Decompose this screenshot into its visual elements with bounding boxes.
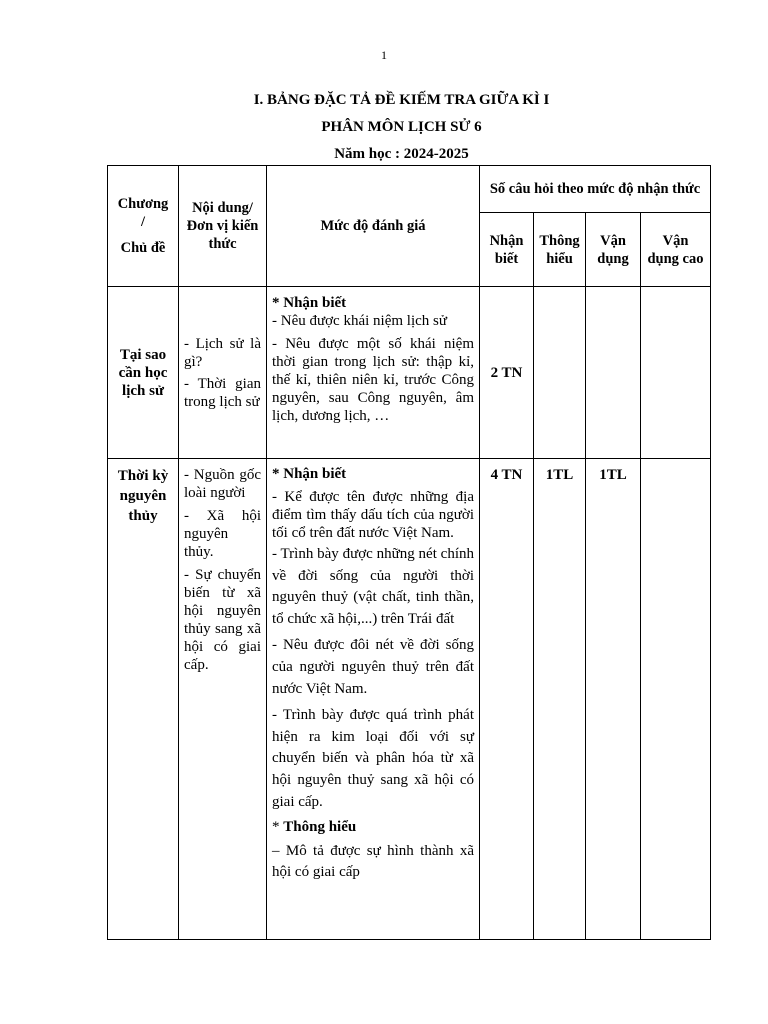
header-chapter-line2: / [140, 214, 146, 230]
count-comprehension: 1TL [534, 459, 586, 940]
row-details [267, 459, 480, 940]
row-topic: Thời kỳ nguyên thủy [108, 459, 179, 940]
unit-item: - Xã hội nguyên thủy. [184, 508, 261, 560]
detail-item: - Nêu được đôi nét về đời sống của người nguyên thuỷ trên đất nước Việt Nam. [272, 637, 474, 697]
header-level-advanced-application: Vận dụng cao [641, 213, 711, 287]
detail-item: - Kể được tên được những địa điểm tìm thấy dấu tích của người tối cổ trên đất nước Việt Nam. [272, 489, 474, 541]
header-row [108, 166, 711, 213]
unit-item: - Lịch sử là gì? [184, 335, 261, 370]
detail-item: - Trình bày được quá trình phát hiện ra kim loại đối với sự chuyển biến và phân hóa từ xã hội nguyên thuỷ sang xã hội có giai cấp. [272, 707, 474, 810]
count-advanced-application [641, 287, 711, 459]
count-comprehension [534, 287, 586, 459]
page-number: 1 [381, 48, 387, 62]
document-subtitle: PHÂN MÔN LỊCH SỬ 6 [321, 119, 482, 135]
row-units [179, 459, 267, 940]
header-chapter [108, 166, 179, 287]
header-question-count: Số câu hỏi theo mức độ nhận thức [480, 166, 711, 213]
level-heading: * Nhận biết [272, 466, 347, 482]
header-level-recognition: Nhận biết [480, 213, 534, 287]
header-assessment-level: Mức độ đánh giá [267, 166, 480, 287]
row-units [179, 287, 267, 459]
level-heading-2-label: Thông hiểu [283, 819, 357, 836]
unit-item: - Sự chuyển biến từ xã hội nguyên thủy sang xã hội có giai cấp. [184, 567, 261, 673]
count-advanced-application [641, 459, 711, 940]
level-heading-2-star: * [272, 819, 284, 836]
row-details [267, 287, 480, 459]
unit-item: - Thời gian trong lịch sử [184, 375, 261, 410]
specification-table [107, 165, 711, 940]
count-application [586, 287, 641, 459]
count-recognition: 4 TN [480, 459, 534, 940]
school-year: Năm học : 2024-2025 [334, 146, 469, 162]
table-row [108, 287, 711, 459]
table-row [108, 459, 711, 940]
unit-item: - Nguồn gốc loài người [184, 467, 261, 501]
header-chapter-line3: Chủ đề [120, 240, 166, 256]
detail-item: - Nêu được khái niệm lịch sử [272, 313, 447, 329]
detail-item: - Nêu được một số khái niệm thời gian trong lịch sử: thập kỉ, thế kỉ, thiên niên kỉ, trước Công nguyên, sau Công nguyên, âm lịch, dương lịch, … [272, 336, 474, 424]
row-topic: Tại sao cần học lịch sử [108, 287, 179, 459]
count-application: 1TL [586, 459, 641, 940]
level-heading: * Nhận biết [272, 295, 347, 311]
header-level-comprehension: Thông hiểu [534, 213, 586, 287]
level-heading-2 [272, 817, 474, 839]
detail-item: – Mô tả được sự hình thành xã hội có giai cấp [272, 842, 474, 881]
header-level-application: Vận dụng [586, 213, 641, 287]
detail-item: - Trình bày được những nét chính về đời sống của người thời nguyên thuỷ (vật chất, tinh thần, tổ chức xã hội,...) trên Trái đất [272, 546, 474, 627]
count-recognition: 2 TN [480, 287, 534, 459]
header-content-unit: Nội dung/Đơn vị kiến thức [179, 166, 267, 287]
document-title: I. BẢNG ĐẶC TẢ ĐỀ KIẾM TRA GIỮA KÌ I [253, 92, 550, 108]
header-chapter-line1: Chương [117, 196, 169, 212]
